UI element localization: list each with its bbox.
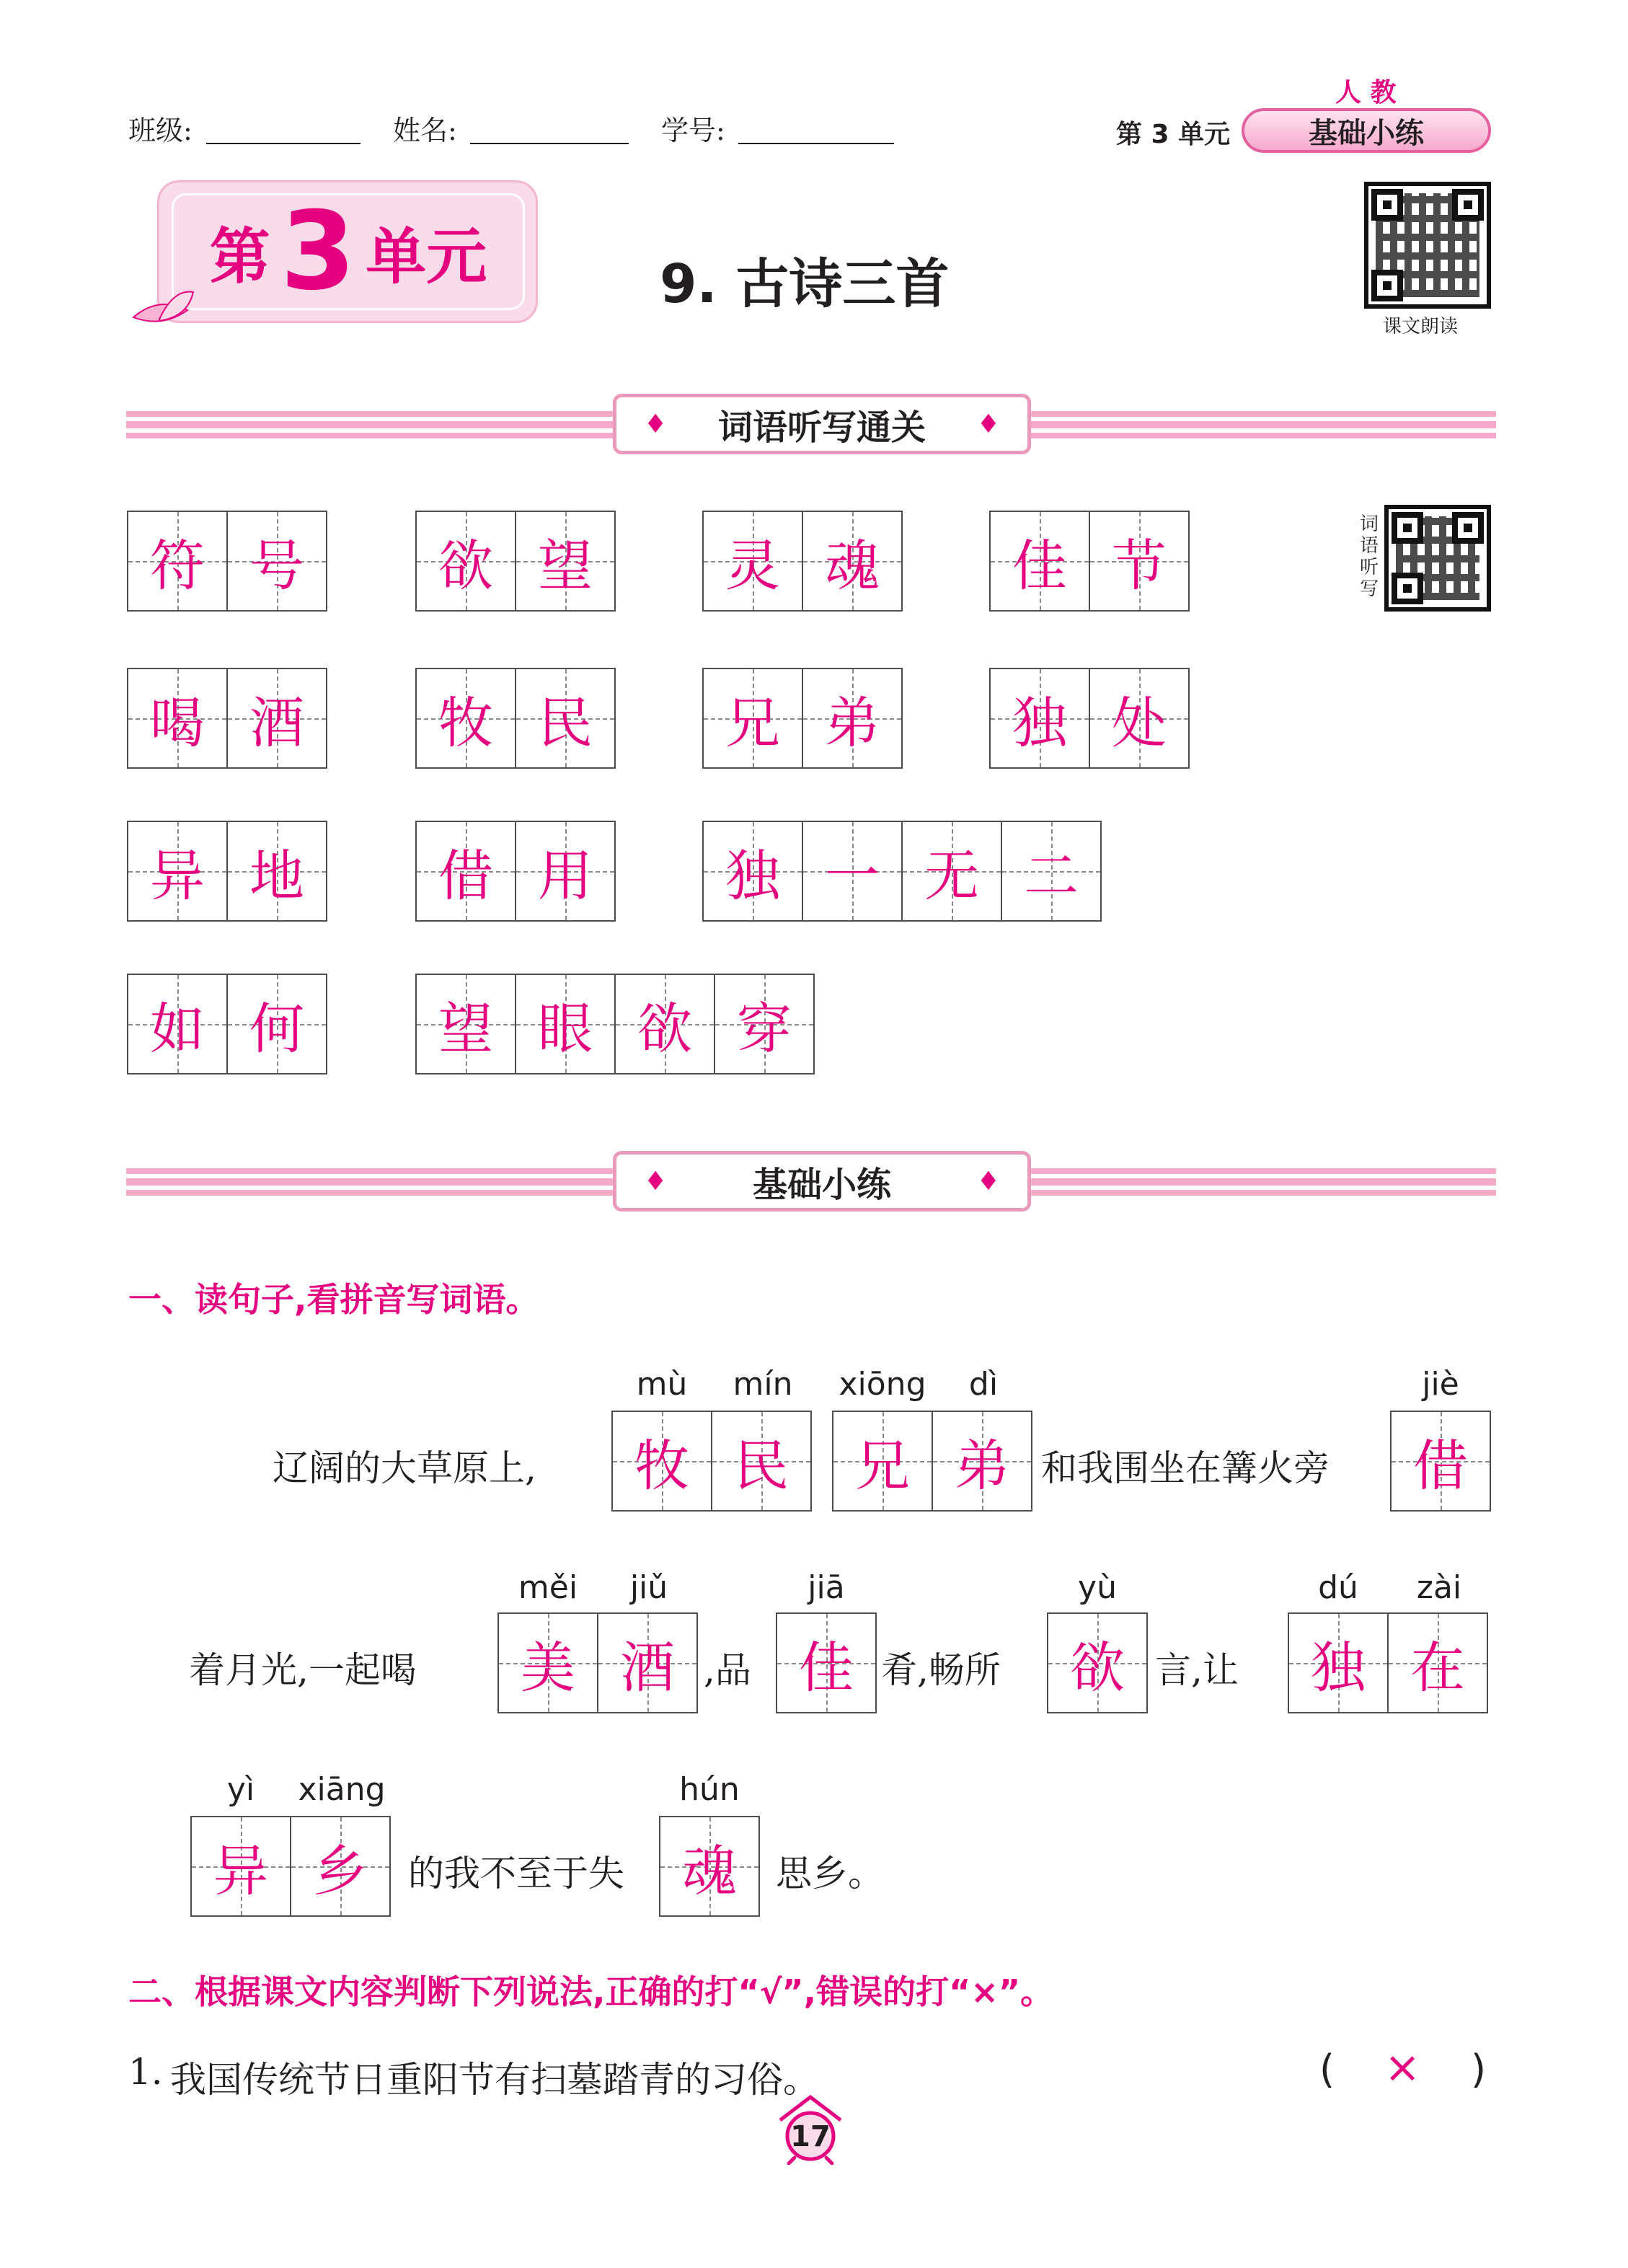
answer-mark[interactable]: ×	[1384, 2042, 1421, 2093]
name-label: 姓名:	[393, 115, 457, 146]
char: 何	[249, 996, 304, 1061]
word-grid	[989, 511, 1190, 612]
char: 兄	[855, 1433, 910, 1498]
char: 弟	[825, 690, 880, 755]
question-1-title: 一、读句子,看拼音写词语。	[128, 1280, 539, 1319]
char-cell	[415, 668, 516, 769]
word-grid	[702, 821, 1102, 922]
qr-code-reading[interactable]	[1364, 182, 1491, 309]
answer-grid[interactable]	[659, 1816, 760, 1917]
char: 异	[213, 1838, 268, 1903]
pinyin: zài	[1416, 1569, 1462, 1606]
char-cell	[1288, 1612, 1389, 1713]
pinyin: dú	[1318, 1569, 1358, 1606]
unit-number: 3	[280, 189, 356, 314]
char-cell	[127, 511, 228, 612]
publisher-label: 人 教	[1335, 78, 1397, 107]
answer-grid[interactable]	[1047, 1612, 1148, 1713]
char-cell	[497, 1612, 598, 1713]
char-cell	[1001, 821, 1102, 922]
char-cell	[515, 668, 616, 769]
word-grid	[415, 974, 815, 1075]
pinyin: měi	[518, 1569, 578, 1606]
char: 独	[1311, 1635, 1366, 1700]
section-banner-dictation	[613, 394, 1031, 454]
lesson-title: 9. 古诗三首	[660, 253, 950, 315]
char-cell	[989, 668, 1090, 769]
section-banner-practice	[613, 1151, 1031, 1212]
sentence-text: 思乡。	[776, 1853, 884, 1894]
char: 佳	[799, 1635, 854, 1700]
char-cell	[901, 821, 1002, 922]
char: 节	[1112, 533, 1167, 598]
pinyin: jiè	[1422, 1366, 1459, 1403]
pinyin: yù	[1078, 1569, 1117, 1606]
answer-grid[interactable]	[832, 1411, 1032, 1512]
char: 地	[249, 843, 304, 908]
sentence-text: 肴,畅所	[881, 1649, 1001, 1691]
answer-paren-close: )	[1471, 2047, 1487, 2092]
char: 弟	[955, 1433, 1009, 1498]
item-text: 我国传统节日重阳节有扫墓踏青的习俗。	[170, 2059, 819, 2101]
answer-grid[interactable]	[611, 1411, 812, 1512]
leaf-icon	[130, 288, 195, 332]
char: 二	[1024, 843, 1079, 908]
student-id-field[interactable]	[738, 143, 894, 144]
char-cell	[226, 821, 327, 922]
class-field[interactable]	[206, 143, 360, 144]
char: 在	[1410, 1635, 1465, 1700]
word-grid	[415, 821, 616, 922]
char: 灵	[725, 533, 780, 598]
sentence-text: 和我围坐在篝火旁	[1041, 1447, 1330, 1489]
char-cell	[597, 1612, 698, 1713]
char: 独	[725, 843, 780, 908]
char-cell	[714, 974, 815, 1075]
char-cell	[415, 974, 516, 1075]
char: 异	[150, 843, 205, 908]
char-cell	[776, 1612, 877, 1713]
char: 魂	[825, 533, 880, 598]
char: 佳	[1012, 533, 1067, 598]
char-cell	[515, 511, 616, 612]
answer-grid[interactable]	[1390, 1411, 1491, 1512]
pinyin: yì	[226, 1771, 255, 1808]
char: 牧	[438, 690, 493, 755]
char: 魂	[682, 1838, 737, 1903]
pinyin: xiāng	[298, 1771, 386, 1808]
page-number: 17	[790, 2120, 831, 2153]
char-cell	[1089, 668, 1190, 769]
char-cell	[702, 511, 803, 612]
qr-code-dictation[interactable]	[1384, 505, 1491, 612]
char-cell	[515, 821, 616, 922]
char-cell	[127, 974, 228, 1075]
char: 兄	[725, 690, 780, 755]
unit-tag: 第 3 单元	[1116, 120, 1231, 149]
pinyin: dì	[968, 1366, 999, 1403]
char: 借	[438, 843, 493, 908]
char-cell	[832, 1411, 933, 1512]
pinyin: hún	[679, 1771, 740, 1808]
char-cell	[127, 668, 228, 769]
pinyin: mín	[733, 1366, 793, 1403]
answer-grid[interactable]	[776, 1612, 877, 1713]
answer-grid[interactable]	[190, 1816, 391, 1917]
char-cell	[1390, 1411, 1491, 1512]
char-cell	[802, 821, 903, 922]
pinyin: jiā	[808, 1569, 845, 1606]
diamond-icon: ♦	[976, 409, 1000, 439]
char-cell	[802, 511, 903, 612]
char-cell	[932, 1411, 1032, 1512]
char-cell	[802, 668, 903, 769]
char: 酒	[620, 1635, 675, 1700]
char: 用	[538, 843, 593, 908]
char: 牧	[634, 1433, 689, 1498]
diamond-icon: ♦	[976, 1166, 1000, 1196]
char-cell	[989, 511, 1090, 612]
char-cell	[702, 668, 803, 769]
char-cell	[1047, 1612, 1148, 1713]
char: 如	[150, 996, 205, 1061]
char-cell	[290, 1816, 391, 1917]
class-label: 班级:	[128, 115, 193, 146]
unit-suffix: 单元	[366, 221, 487, 292]
char: 号	[249, 533, 304, 598]
char: 望	[538, 533, 593, 598]
word-grid	[127, 821, 327, 922]
char-cell	[702, 821, 803, 922]
unit-prefix: 第	[209, 221, 270, 292]
brand-text: 基础小练	[1309, 116, 1424, 150]
word-grid	[989, 668, 1190, 769]
char-cell	[226, 511, 327, 612]
char-cell	[614, 974, 715, 1075]
sentence-text: 着月光,一起喝	[189, 1649, 417, 1691]
sentence-text: 的我不至于失	[408, 1853, 624, 1894]
section-title: 基础小练	[752, 1164, 891, 1205]
word-grid	[702, 511, 903, 612]
char: 欲	[637, 996, 692, 1061]
char-cell	[515, 974, 616, 1075]
pinyin: xiōng	[839, 1366, 926, 1403]
char-cell	[1387, 1612, 1488, 1713]
question-2-title: 二、根据课文内容判断下列说法,正确的打“√”,错误的打“×”。	[128, 1972, 1054, 2011]
char: 符	[150, 533, 205, 598]
char-cell	[226, 668, 327, 769]
char-cell	[226, 974, 327, 1075]
word-grid	[127, 668, 327, 769]
char: 民	[538, 690, 593, 755]
char: 美	[521, 1635, 575, 1700]
char: 喝	[150, 690, 205, 755]
qr-caption-dictation: 词语听写	[1360, 513, 1379, 600]
word-grid	[127, 974, 327, 1075]
char: 穿	[737, 996, 792, 1061]
char-cell	[127, 821, 228, 922]
name-field[interactable]	[470, 143, 629, 144]
char: 一	[825, 843, 880, 908]
char-cell	[659, 1816, 760, 1917]
answer-grid[interactable]	[1288, 1612, 1488, 1713]
char-cell	[711, 1411, 812, 1512]
diamond-icon: ♦	[644, 1166, 668, 1196]
word-grid	[127, 511, 327, 612]
char-cell	[415, 821, 516, 922]
section-title: 词语听写通关	[717, 407, 926, 448]
sentence-text: ,品	[704, 1649, 751, 1691]
pinyin: jiǔ	[629, 1569, 668, 1606]
char: 独	[1012, 690, 1067, 755]
char-cell	[415, 511, 516, 612]
char: 欲	[1070, 1635, 1125, 1700]
char: 欲	[438, 533, 493, 598]
char-cell	[190, 1816, 291, 1917]
char-cell	[1089, 511, 1190, 612]
char: 无	[924, 843, 979, 908]
student-id-label: 学号:	[661, 115, 725, 146]
sentence-text: 言,让	[1155, 1649, 1239, 1691]
diamond-icon: ♦	[644, 409, 668, 439]
item-number: 1.	[128, 2051, 163, 2093]
sentence-text: 辽阔的大草原上,	[273, 1447, 536, 1489]
char-cell	[611, 1411, 712, 1512]
char: 民	[734, 1433, 789, 1498]
answer-grid[interactable]	[497, 1612, 698, 1713]
char: 处	[1112, 690, 1167, 755]
pinyin: mù	[636, 1366, 688, 1403]
brand-badge	[1242, 108, 1491, 153]
char: 乡	[313, 1838, 368, 1903]
char: 望	[438, 996, 493, 1061]
word-grid	[702, 668, 903, 769]
answer-paren-open: (	[1319, 2047, 1335, 2092]
qr-caption-reading: 课文朗读	[1383, 316, 1459, 337]
char: 眼	[538, 996, 593, 1061]
word-grid	[415, 511, 616, 612]
char: 借	[1413, 1433, 1468, 1498]
word-grid	[415, 668, 616, 769]
char: 酒	[249, 690, 304, 755]
unit-badge-text	[172, 189, 525, 314]
